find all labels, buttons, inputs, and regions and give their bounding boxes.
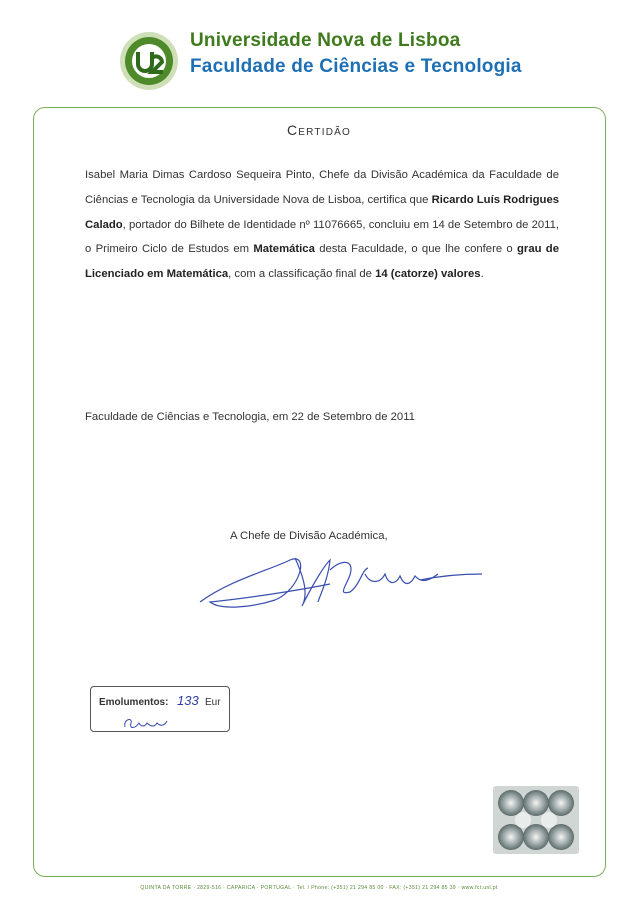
degree-name: grau de Licenciado em Matemática [85, 243, 559, 281]
fees-box [90, 686, 230, 732]
hologram-seal-icon [493, 786, 579, 854]
handwritten-signature [190, 540, 490, 620]
fees-value: 133 [177, 693, 199, 708]
issue-date-line: Faculdade de Ciências e Tecnologia, em 22 de Setembro de 2011 [85, 411, 415, 423]
letterhead [0, 0, 638, 100]
university-name: Universidade Nova de Lisboa [190, 30, 461, 51]
signature-caption: A Chefe de Divisão Académica, [230, 530, 388, 542]
certificate-title: Certidão [287, 122, 351, 138]
footer-address: QUINTA DA TORRE · 2829-516 · CAPARICA · PORTUGAL · Tel. / Phone: (+351) 21 294 85 00 · FAX: (+351) 21 294 85 39 · www.fct.unl.pt [140, 885, 498, 891]
fees-label: Emolumentos: [99, 697, 169, 708]
subject-name: Matemática [253, 243, 315, 256]
student-name: Ricardo Luís Rodrigues Calado [85, 193, 560, 231]
certificate-body: Isabel Maria Dimas Cardoso Sequeira Pinto, Chefe da Divisão Académica da Faculdade de Ciências e Tecnologia da Universidade Nova de Lisboa, certifica que Ricardo Luís Rodrigues Calado, portador do Bilhete de Identidade nº 11076665, concluiu em 14 de Setembro de 2011, o Primeiro Ciclo de Estudos em Matemática desta Faculdade, o que lhe confere o grau de Licenciado em Matemática, com a classificação final de 14 (catorze) valores. [85, 169, 560, 281]
fees-unit: Eur [205, 697, 221, 708]
faculty-name: Faculdade de Ciências e Tecnologia [190, 56, 522, 77]
final-grade: 14 (catorze) valores [375, 268, 481, 281]
university-logo-icon [118, 30, 180, 92]
handwritten-initials [121, 715, 171, 731]
